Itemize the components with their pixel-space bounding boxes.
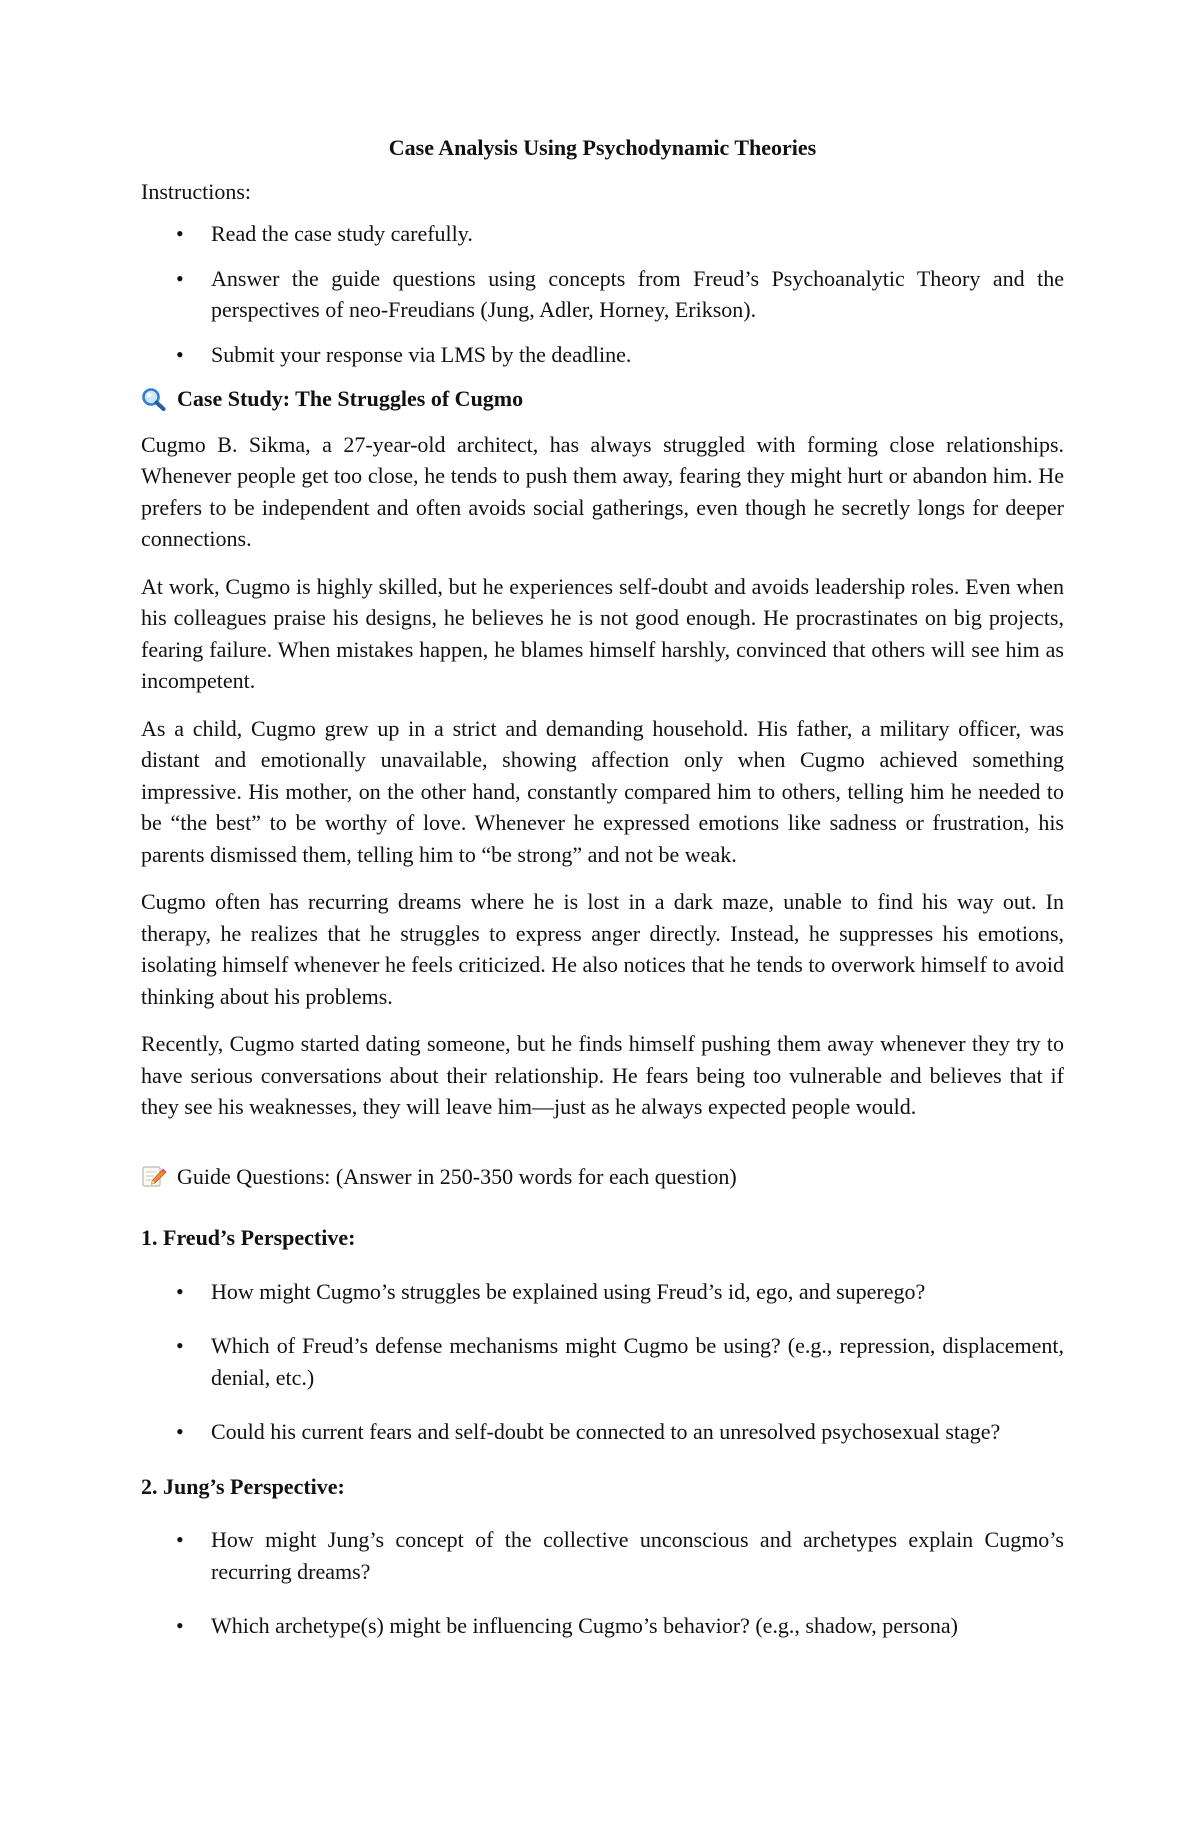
- instruction-item: • Answer the guide questions using concepts from Freud’s Psychoanalytic Theory and the perspectives of neo-Freudians (Jung, Adler, Horney, Erikson).: [141, 263, 1064, 326]
- instructions-label: Instructions:: [141, 178, 251, 204]
- jung-questions-list: [141, 1524, 1064, 1642]
- instruction-item: • Read the case study carefully.: [141, 218, 1064, 250]
- guide-questions-heading: [141, 1161, 1064, 1193]
- case-study-heading-text: Case Study: The Struggles of Cugmo: [177, 386, 524, 411]
- question-item: • Which of Freud’s defense mechanisms might Cugmo be using? (e.g., repression, displacement, denial, etc.): [141, 1330, 1064, 1393]
- question-item: • How might Jung’s concept of the collective unconscious and archetypes explain Cugmo’s recurring dreams?: [141, 1524, 1064, 1587]
- case-paragraph: At work, Cugmo is highly skilled, but he experiences self-doubt and avoids leadership roles. Even when his colleagues praise his designs, he believes he is not good enough. He procrastinates on big projects, fearing failure. When mistakes happen, he blames himself harshly, convinced that others will see him as incompetent.: [141, 573, 1064, 693]
- case-paragraph: As a child, Cugmo grew up in a strict and demanding household. His father, a military officer, was distant and emotionally unavailable, showing affection only when Cugmo achieved something impressive. His mother, on the other hand, constantly compared him to others, telling him he needed to be “the best” to be worthy of love. Whenever he expressed emotions like sadness or frustration, his parents dismissed them, telling him to “be strong” and not be weak.: [141, 715, 1064, 867]
- question-item: • Which archetype(s) might be influencing Cugmo’s behavior? (e.g., shadow, persona): [141, 1610, 1064, 1642]
- case-paragraph: Cugmo B. Sikma, a 27-year-old architect, has always struggled with forming close relationships. Whenever people get too close, he tends to push them away, fearing they might hurt or abandon him. He prefers to be independent and often avoids social gatherings, even though he secretly longs for deeper connections.: [141, 431, 1064, 551]
- guide-heading-text: Guide Questions: (Answer in 250-350 words for each question): [177, 1163, 737, 1189]
- question-item: • Could his current fears and self-doubt be connected to an unresolved psychosexual stage?: [141, 1416, 1064, 1448]
- case-paragraph: Recently, Cugmo started dating someone, but he finds himself pushing them away whenever they try to have serious conversations about their relationship. He fears being too vulnerable and believes that if they see his weaknesses, they will leave him—just as he always expected people would.: [141, 1031, 1064, 1119]
- instructions-list: [141, 218, 1064, 370]
- page-title: Case Analysis Using Psychodynamic Theories: [388, 135, 817, 160]
- instruction-item: • Submit your response via LMS by the deadline.: [141, 339, 1064, 371]
- case-paragraph: Cugmo often has recurring dreams where he is lost in a dark maze, unable to find his way out. In therapy, he realizes that he struggles to express anger directly. Instead, he suppresses his emotions, isolating himself whenever he feels criticized. He also notices that he tends to overwork himself to avoid thinking about his problems.: [141, 889, 1064, 1009]
- section-heading-freud: 1. Freud’s Perspective:: [141, 1225, 356, 1250]
- memo-pencil-icon: [141, 1164, 167, 1188]
- question-item: • How might Cugmo’s struggles be explained using Freud’s id, ego, and superego?: [141, 1276, 1064, 1308]
- case-study-heading: [141, 383, 1064, 415]
- document-content: [141, 132, 1064, 1665]
- freud-questions-list: [141, 1276, 1064, 1448]
- magnifying-glass-icon: [141, 387, 167, 411]
- section-heading-jung: 2. Jung’s Perspective:: [141, 1473, 345, 1499]
